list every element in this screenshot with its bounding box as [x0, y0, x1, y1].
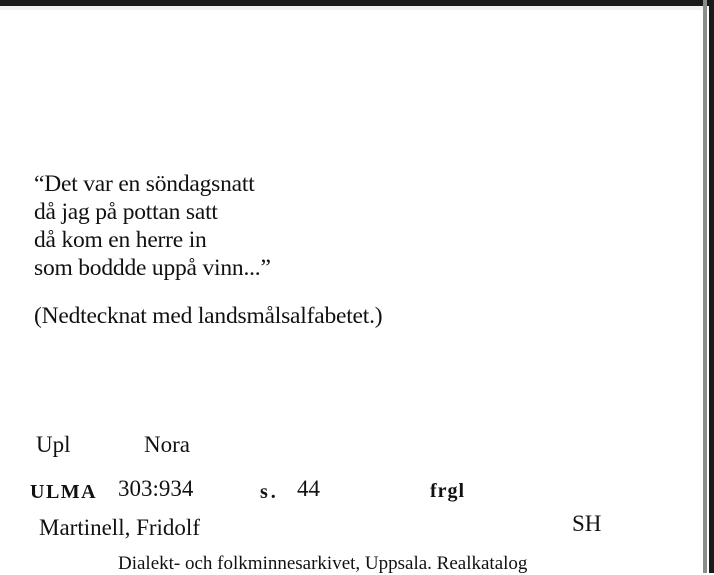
parish-name: Nora	[144, 432, 190, 457]
verse-line-2: då jag på pottan satt	[34, 199, 218, 225]
verse-block	[34, 170, 271, 282]
transcription-note: (Nedtecknat med landsmålsalfabetet.)	[34, 303, 383, 329]
archive-footer: Dialekt- och folkminnesarkivet, Uppsala. Realkatalog	[118, 553, 528, 574]
verse-line-1: “Det var en söndagsnatt	[34, 171, 255, 197]
archive-label: ULMA	[30, 481, 98, 503]
page-number: 44	[297, 476, 320, 501]
collector-initials: SH	[572, 511, 602, 536]
scan-edge-top-shadow	[0, 6, 714, 10]
page-label: s.	[260, 481, 279, 503]
collector-name: Martinell, Fridolf	[39, 515, 200, 540]
province-code: Upl	[36, 432, 71, 457]
archive-number: 303:934	[118, 476, 194, 501]
verse-line-3: då kom en herre in	[34, 227, 207, 253]
scan-edge-right	[709, 0, 714, 573]
verse-line-4: som boddde uppå vinn...”	[34, 255, 271, 281]
category-code: frgl	[430, 480, 466, 502]
scan-edge-right-shadow	[703, 0, 707, 573]
